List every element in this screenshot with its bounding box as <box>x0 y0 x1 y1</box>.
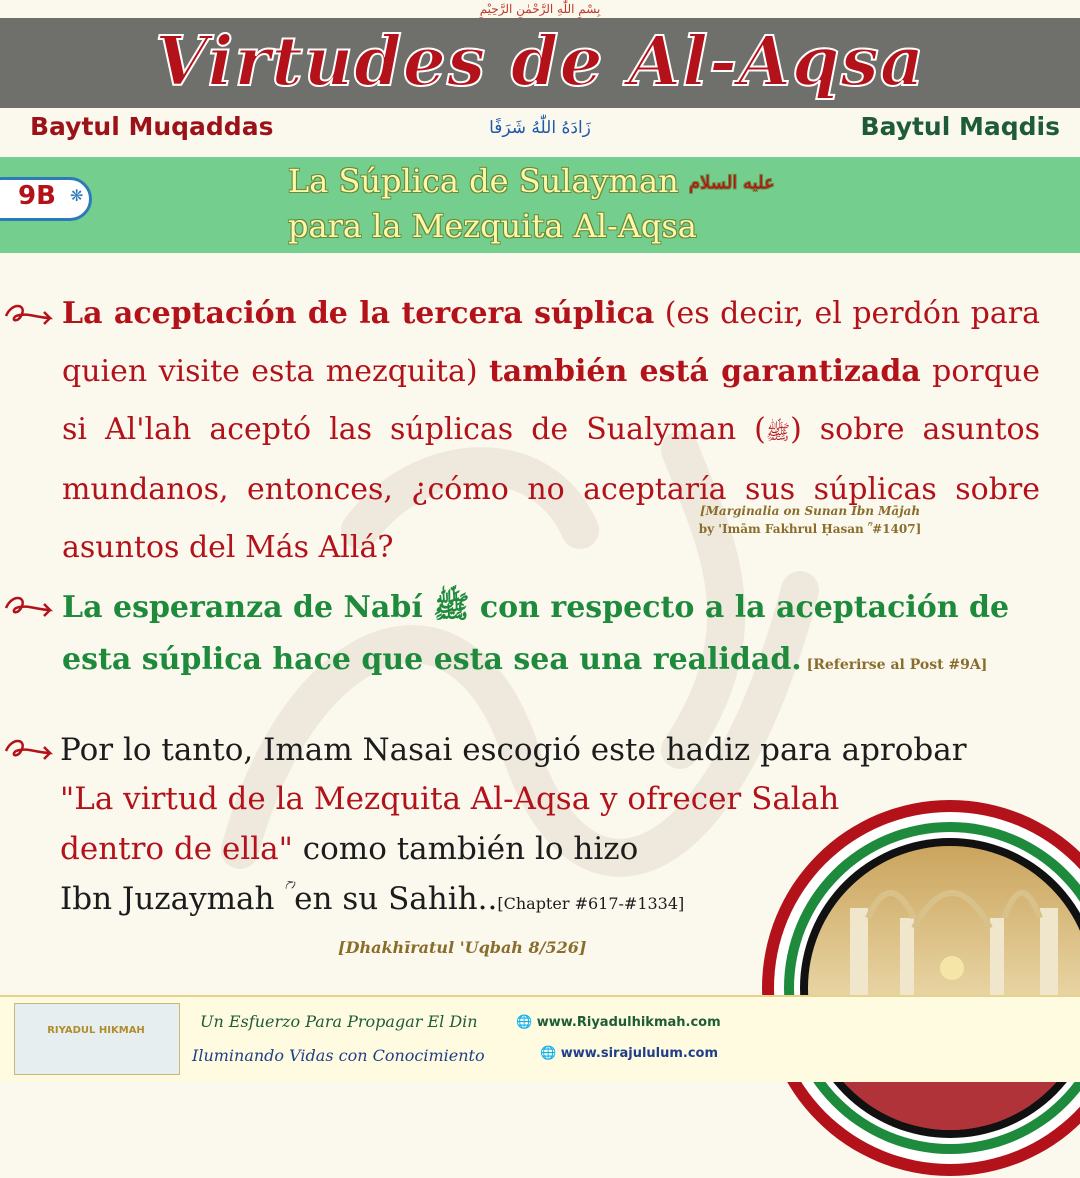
p2-text-1: La esperanza de Nabí <box>62 590 434 625</box>
mosque-interior-image <box>760 798 1080 1178</box>
p1-text-2: porque si Al'lah aceptó las súplicas de Sualyman ( <box>62 354 1041 447</box>
p2-text-2: con respecto a la aceptación de esta súplica hace que esta sea una realidad. <box>62 590 1010 677</box>
url-1-text: www.Riyadulhikmah.com <box>536 1015 721 1030</box>
name-right: Baytul Maqdis <box>860 112 1060 141</box>
paragraph-2 <box>62 582 1040 691</box>
logo-text: RIYADUL HIKMAH <box>47 1025 145 1036</box>
p3-line-4 <box>60 874 684 929</box>
p3-line-4-text: Ibn Juzaymah ؒ en su Sahih.. <box>60 881 498 917</box>
p1-text-3: ) sobre asuntos mundanos, entonces, ¿cómo no aceptaría sus súplicas sobre asuntos del Más Allá? <box>62 412 1040 565</box>
url-2-text: www.sirajululum.com <box>560 1046 719 1061</box>
page-title: Virtudes de Al-Aqsa <box>155 22 925 102</box>
tagline-2: Iluminando Vidas con Conocimiento <box>192 1046 485 1065</box>
arabic-honorific: زَادَهُ اللّٰهُ شَرَفًا <box>489 118 591 138</box>
reference-3: [Chapter #617-#1334] <box>497 894 685 913</box>
p3-line-2: "La virtud de la Mezquita Al-Aqsa y ofrecer Salah <box>60 781 840 817</box>
topic-heading <box>288 160 775 247</box>
website-link-1[interactable] <box>516 1015 721 1030</box>
reference-1 <box>690 502 930 538</box>
honorific-icon: ﷺ <box>765 420 791 444</box>
bullet-swirl-icon <box>2 735 58 765</box>
star-icon: ❋ <box>70 186 84 205</box>
ref1-line-1: [Marginalia on Sunan Ibn Mājah <box>699 504 921 518</box>
tagline-1: Un Esfuerzo Para Propagar El Din <box>200 1012 478 1031</box>
riyadul-hikmah-logo <box>14 1003 180 1075</box>
post-number: 9B <box>18 181 56 211</box>
topic-line-2: para la Mezquita Al-Aqsa <box>288 206 697 245</box>
bismillah-calligraphy: بِسْمِ اللّٰهِ الرَّحْمٰنِ الرَّحِيْمِ <box>479 2 601 16</box>
globe-icon: 🌐 <box>540 1046 557 1061</box>
bullet-swirl-icon <box>2 592 58 622</box>
honorific-icon: ﷺ <box>433 590 470 625</box>
topic-line-1: La Súplica de Sulayman <box>288 162 679 200</box>
p3-line-3b: como también lo hizo <box>292 831 639 867</box>
reference-4: [Dhakhīratul 'Uqbah 8/526] <box>338 938 587 957</box>
p1-text-1: (es decir, el perdón para quien visite esta mezquita) <box>62 296 1040 389</box>
ref1-line-2: by 'Imām Fakhrul Ḥasan ؒ #1407] <box>698 522 922 536</box>
globe-icon: 🌐 <box>516 1015 533 1030</box>
p3-line-3a: dentro de ella" <box>60 831 293 867</box>
p3-line-1: Por lo tanto, Imam Nasai escogió este hadiz para aprobar <box>60 732 967 768</box>
reference-2: [Referirse al Post #9A] <box>801 657 988 673</box>
p3-line-3 <box>60 824 638 874</box>
website-link-2[interactable] <box>540 1046 718 1061</box>
name-left: Baytul Muqaddas <box>30 112 274 141</box>
p1-bold-1: La aceptación de la tercera súplica <box>62 296 655 331</box>
bullet-swirl-icon <box>2 300 58 330</box>
honorific-icon: عليه السلام <box>688 172 775 194</box>
p1-bold-2: también está garantizada <box>488 354 921 389</box>
